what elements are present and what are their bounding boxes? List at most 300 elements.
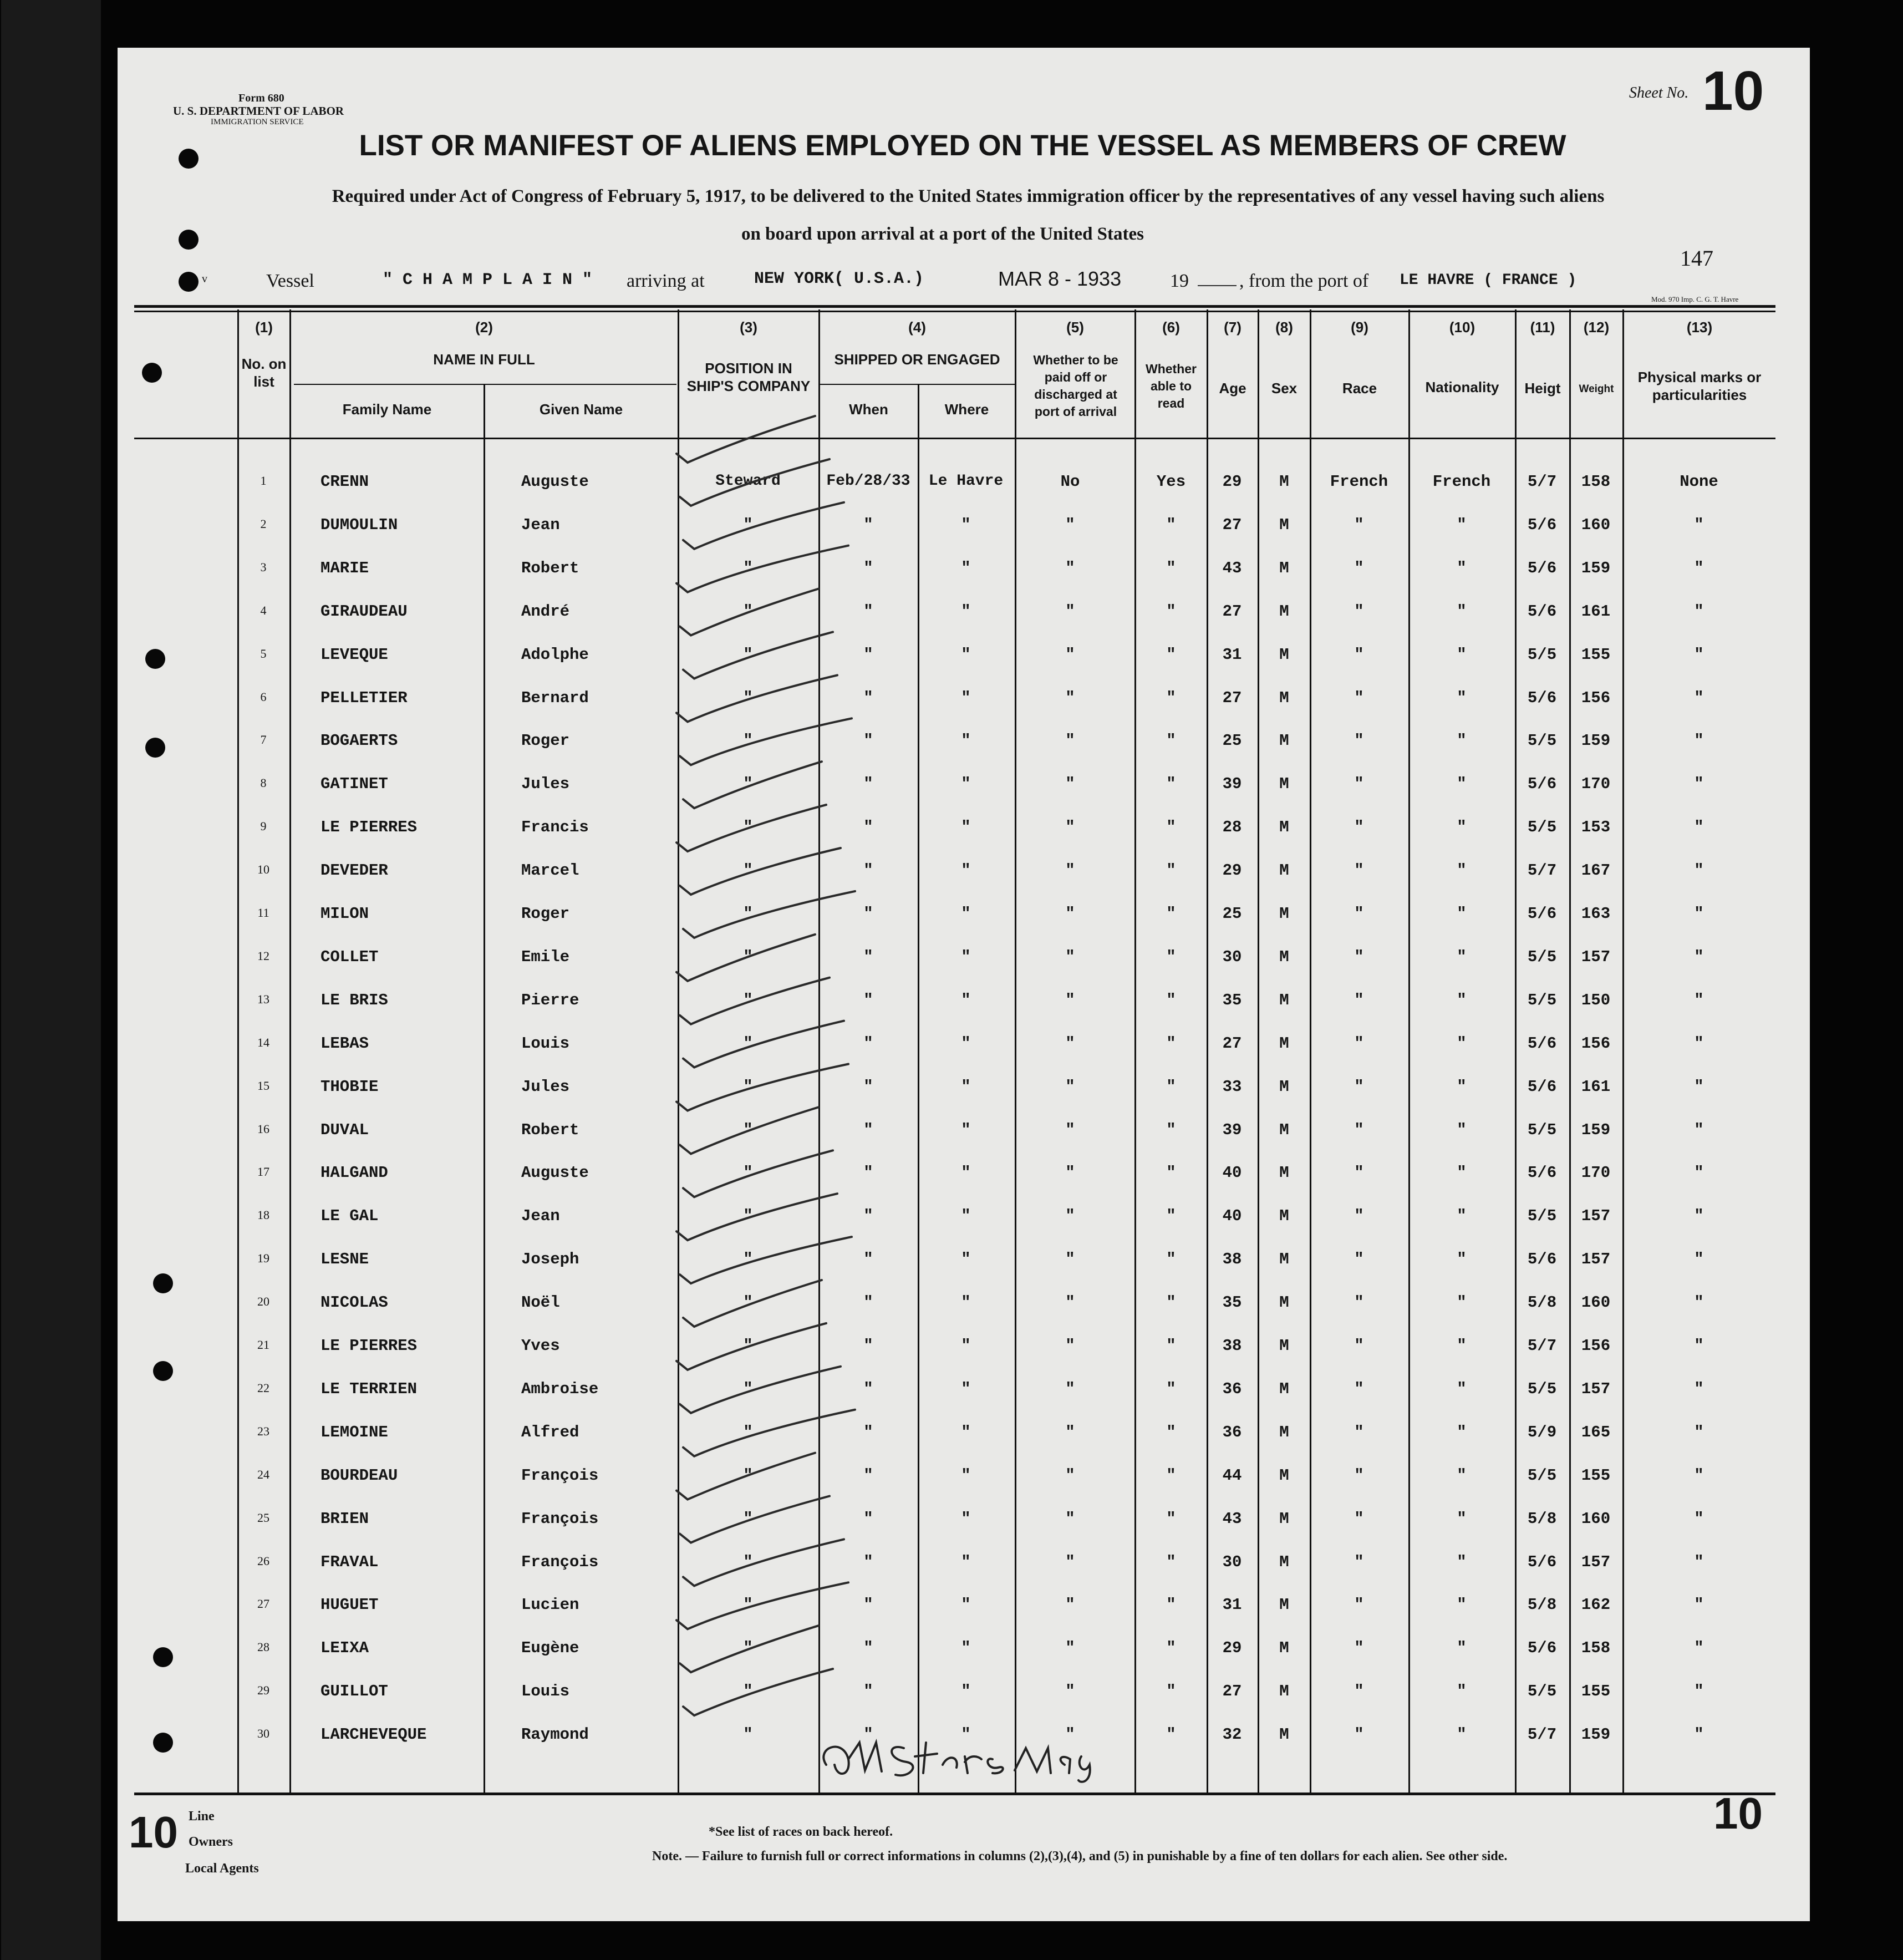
cell-where: ": [961, 1164, 971, 1182]
cell-age: 32: [1222, 1725, 1242, 1744]
cell-paid-off: ": [1065, 1250, 1075, 1268]
cell-marks: ": [1694, 818, 1704, 836]
cell-paid-off: ": [1065, 1121, 1075, 1139]
name-subrule: [294, 384, 676, 385]
cell-family: LEIXA: [320, 1639, 369, 1657]
punch-hole: [153, 1361, 173, 1381]
pencil-tick: [680, 1496, 830, 1543]
cell-sex: M: [1279, 1682, 1289, 1700]
col11-header: Heigt: [1524, 380, 1561, 397]
cell-nationality: ": [1457, 1553, 1467, 1571]
cell-family: LE TERRIEN: [320, 1380, 418, 1398]
cell-where: ": [961, 732, 971, 750]
cell-given: Noël: [521, 1293, 560, 1312]
cell-age: 27: [1222, 516, 1242, 534]
cell-family: MILON: [320, 905, 369, 923]
cell-marks: ": [1694, 1380, 1704, 1398]
cell-position: ": [743, 516, 753, 534]
col12-number: (12): [1583, 319, 1610, 336]
cell-age: 27: [1222, 1682, 1242, 1700]
cell-age: 38: [1222, 1250, 1242, 1268]
cell-read: ": [1166, 1553, 1176, 1571]
cell-marks: ": [1694, 1639, 1704, 1657]
cell-read: ": [1166, 1682, 1176, 1700]
cell-weight: 157: [1581, 1207, 1611, 1225]
cell-paid-off: ": [1065, 1725, 1075, 1744]
cell-age: 40: [1222, 1164, 1242, 1182]
col1-header: No. on list: [241, 356, 287, 390]
cell-height: 5/6: [1527, 775, 1557, 793]
cell-read: ": [1166, 516, 1176, 534]
punch-hole: [179, 230, 199, 250]
col12-header: Weight: [1579, 383, 1614, 395]
cell-when: ": [863, 991, 873, 1009]
cell-race: ": [1354, 1207, 1364, 1225]
cell-position: Steward: [715, 473, 781, 490]
cell-position: ": [743, 1682, 753, 1700]
cell-race: ": [1354, 602, 1364, 621]
cell-race: ": [1354, 991, 1364, 1009]
table-bottom-rule: [134, 1793, 1775, 1795]
cell-where: ": [961, 602, 971, 621]
cell-race: ": [1354, 1034, 1364, 1053]
cell-read: ": [1166, 1078, 1176, 1096]
col4-number: (4): [908, 319, 926, 336]
cell-sex: M: [1279, 948, 1289, 966]
cell-nationality: ": [1457, 559, 1467, 577]
cell-weight: 157: [1581, 1380, 1611, 1398]
cell-sex: M: [1279, 1121, 1289, 1139]
col5-number: (5): [1066, 319, 1084, 336]
cell-paid-off: ": [1065, 861, 1075, 880]
cell-paid-off: ": [1065, 646, 1075, 664]
cell-paid-off: ": [1065, 1164, 1075, 1182]
shipped-subrule: [820, 384, 1015, 385]
cell-where: ": [961, 1121, 971, 1139]
cell-family: GATINET: [320, 775, 388, 793]
cell-where: ": [961, 1078, 971, 1096]
cell-weight: 165: [1581, 1423, 1611, 1441]
cell-weight: 160: [1581, 1510, 1611, 1528]
cell-race: ": [1354, 1639, 1364, 1657]
cell-nationality: ": [1457, 1596, 1467, 1614]
cell-race: ": [1354, 1293, 1364, 1312]
cell-age: 36: [1222, 1380, 1242, 1398]
year-blank-line: [1198, 285, 1237, 286]
cell-weight: 155: [1581, 646, 1611, 664]
cell-given: François: [521, 1466, 599, 1485]
col8-header: Sex: [1271, 380, 1298, 397]
cell-marks: ": [1694, 1164, 1704, 1182]
cell-given: Francis: [521, 818, 589, 836]
row-number: 9: [260, 819, 267, 833]
col6-header: Whether able to read: [1146, 362, 1197, 410]
cell-paid-off: ": [1065, 1553, 1075, 1571]
cell-race: ": [1354, 516, 1364, 534]
cell-when: Feb/28/33: [826, 473, 910, 490]
cell-marks: ": [1694, 1250, 1704, 1268]
pencil-tick: [680, 1237, 852, 1283]
row-number: 14: [257, 1035, 269, 1049]
cell-age: 44: [1222, 1466, 1242, 1485]
cell-marks: ": [1694, 1337, 1704, 1355]
cell-given: Auguste: [521, 473, 589, 491]
owners-label: Owners: [189, 1835, 233, 1849]
cell-age: 29: [1222, 473, 1242, 491]
cell-sex: M: [1279, 1250, 1289, 1268]
cell-when: ": [863, 1466, 873, 1485]
footer-left-number: 10: [129, 1807, 178, 1857]
cell-race: ": [1354, 905, 1364, 923]
cell-marks: ": [1694, 1553, 1704, 1571]
cell-when: ": [863, 559, 873, 577]
cell-age: 36: [1222, 1423, 1242, 1441]
cell-family: FRAVAL: [320, 1553, 379, 1571]
row-number: 4: [260, 603, 267, 617]
cell-when: ": [863, 861, 873, 880]
cell-position: ": [743, 689, 753, 707]
cell-position: ": [743, 1510, 753, 1528]
row-number: 18: [257, 1208, 269, 1222]
cell-position: ": [743, 1164, 753, 1182]
cell-age: 30: [1222, 1553, 1242, 1571]
cell-nationality: ": [1457, 1682, 1467, 1700]
table-header-rule: [134, 438, 1775, 439]
cell-weight: 158: [1581, 473, 1611, 491]
cell-nationality: ": [1457, 1466, 1467, 1485]
cell-marks: ": [1694, 1034, 1704, 1053]
cell-where: ": [961, 1510, 971, 1528]
pencil-tick: [680, 459, 830, 506]
pencil-tick: [680, 1107, 818, 1154]
cell-weight: 158: [1581, 1639, 1611, 1657]
cell-family: DUVAL: [320, 1121, 369, 1139]
cell-sex: M: [1279, 905, 1289, 923]
from-port-label: , from the port of: [1239, 271, 1369, 291]
cell-sex: M: [1279, 818, 1289, 836]
pencil-tick: [683, 1410, 855, 1456]
print-mark: Mod. 970 Imp. C. G. T. Havre: [1651, 295, 1739, 303]
cell-weight: 161: [1581, 1078, 1611, 1096]
pencil-tick: [676, 546, 848, 592]
cell-race: ": [1354, 775, 1364, 793]
cell-given: Jules: [521, 775, 570, 793]
cell-marks: ": [1694, 775, 1704, 793]
cell-position: ": [743, 775, 753, 793]
cell-height: 5/8: [1527, 1510, 1557, 1528]
col9-number: (9): [1351, 319, 1368, 336]
cell-race: ": [1354, 689, 1364, 707]
cell-marks: ": [1694, 861, 1704, 880]
col4-when-header: When: [849, 401, 888, 418]
cell-sex: M: [1279, 1423, 1289, 1441]
cell-when: ": [863, 1207, 873, 1225]
cell-sex: M: [1279, 1466, 1289, 1485]
cell-when: ": [863, 1121, 873, 1139]
pencil-tick: [683, 1150, 833, 1197]
cell-race: ": [1354, 1725, 1364, 1744]
cell-height: 5/5: [1527, 818, 1557, 836]
cell-paid-off: ": [1065, 1639, 1075, 1657]
cell-given: Marcel: [521, 861, 579, 880]
cell-race: ": [1354, 1337, 1364, 1355]
arriving-label: arriving at: [627, 271, 705, 291]
cell-when: ": [863, 1164, 873, 1182]
cell-family: LESNE: [320, 1250, 369, 1268]
cell-given: André: [521, 602, 570, 621]
pencil-tick: [680, 848, 841, 895]
cell-when: ": [863, 1725, 873, 1744]
cell-sex: M: [1279, 1293, 1289, 1312]
cell-where: ": [961, 1466, 971, 1485]
cell-height: 5/5: [1527, 1121, 1557, 1139]
cell-read: ": [1166, 1121, 1176, 1139]
cell-position: ": [743, 732, 753, 750]
cell-age: 38: [1222, 1337, 1242, 1355]
cell-age: 31: [1222, 1596, 1242, 1614]
punch-hole: [145, 738, 165, 758]
cell-race: ": [1354, 1121, 1364, 1139]
cell-position: ": [743, 1553, 753, 1571]
row-number: 15: [257, 1079, 269, 1093]
cell-nationality: ": [1457, 861, 1467, 880]
cell-read: ": [1166, 818, 1176, 836]
pencil-check-marks: [665, 399, 920, 1741]
cell-paid-off: ": [1065, 1596, 1075, 1614]
cell-nationality: ": [1457, 1034, 1467, 1053]
cell-sex: M: [1279, 1380, 1289, 1398]
cell-where: ": [961, 905, 971, 923]
punch-hole: [153, 1273, 173, 1293]
punch-hole: [142, 363, 162, 383]
cell-where: ": [961, 559, 971, 577]
cell-age: 25: [1222, 732, 1242, 750]
row-number: 23: [257, 1424, 269, 1438]
cell-when: ": [863, 1596, 873, 1614]
sheet-number: 10: [1702, 60, 1764, 122]
cell-weight: 159: [1581, 559, 1611, 577]
cell-sex: M: [1279, 1553, 1289, 1571]
cell-read: ": [1166, 1725, 1176, 1744]
cell-age: 31: [1222, 646, 1242, 664]
cell-marks: ": [1694, 991, 1704, 1009]
cell-when: ": [863, 602, 873, 621]
cell-sex: M: [1279, 646, 1289, 664]
cell-height: 5/8: [1527, 1596, 1557, 1614]
cell-race: ": [1354, 1596, 1364, 1614]
cell-position: ": [743, 948, 753, 966]
cell-position: ": [743, 1250, 753, 1268]
cell-height: 5/6: [1527, 1553, 1557, 1571]
punch-hole: [153, 1733, 173, 1753]
cell-given: Ambroise: [521, 1380, 599, 1398]
cell-family: NICOLAS: [320, 1293, 388, 1312]
pencil-tick: [680, 978, 830, 1024]
cell-read: ": [1166, 559, 1176, 577]
cell-paid-off: ": [1065, 602, 1075, 621]
cell-marks: ": [1694, 1207, 1704, 1225]
cell-given: Roger: [521, 905, 570, 923]
cell-paid-off: ": [1065, 775, 1075, 793]
cell-given: Bernard: [521, 689, 589, 707]
cell-position: ": [743, 1207, 753, 1225]
cell-sex: M: [1279, 991, 1289, 1009]
pencil-tick: [676, 675, 837, 722]
cell-family: THOBIE: [320, 1078, 379, 1096]
cell-weight: 163: [1581, 905, 1611, 923]
cell-marks: None: [1680, 473, 1718, 491]
penalty-note: Note. — Failure to furnish full or correct informations in columns (2),(3),(4), and (5) in punishable by a fine of ten dollars for each alien. See other side.: [652, 1849, 1508, 1863]
cell-when: ": [863, 516, 873, 534]
pencil-tick: [676, 1064, 848, 1111]
pencil-tick: [676, 1582, 848, 1629]
row-number: 21: [257, 1338, 269, 1352]
cell-paid-off: ": [1065, 559, 1075, 577]
col10-header: Nationality: [1425, 379, 1499, 395]
cell-paid-off: ": [1065, 1293, 1075, 1312]
cell-marks: ": [1694, 1466, 1704, 1485]
row-number: 29: [257, 1683, 269, 1697]
cell-family: LEBAS: [320, 1034, 369, 1053]
cell-when: ": [863, 1380, 873, 1398]
cell-given: Robert: [521, 1121, 579, 1139]
cell-family: LE PIERRES: [320, 1337, 418, 1355]
col3-number: (3): [740, 319, 757, 336]
cell-age: 27: [1222, 1034, 1242, 1053]
cell-age: 33: [1222, 1078, 1242, 1096]
cell-sex: M: [1279, 732, 1289, 750]
cell-weight: 155: [1581, 1682, 1611, 1700]
cell-position: ": [743, 602, 753, 621]
cell-weight: 156: [1581, 689, 1611, 707]
form-number: Form 680: [238, 92, 284, 104]
col2-given-header: Given Name: [539, 401, 623, 418]
cell-height: 5/6: [1527, 516, 1557, 534]
cell-weight: 153: [1581, 818, 1611, 836]
row-number: 1: [260, 474, 267, 488]
cell-where: ": [961, 516, 971, 534]
cell-nationality: French: [1432, 473, 1491, 491]
cell-read: ": [1166, 1034, 1176, 1053]
pencil-tick: [680, 1626, 818, 1672]
col13-header: Physical marks or particularities: [1637, 369, 1762, 403]
col-divider: [289, 309, 291, 1794]
cell-given: Auguste: [521, 1164, 589, 1182]
department-name: U. S. DEPARTMENT OF LABOR: [173, 104, 344, 118]
cell-where: ": [961, 948, 971, 966]
cell-height: 5/5: [1527, 948, 1557, 966]
cell-position: ": [743, 991, 753, 1009]
cell-nationality: ": [1457, 1380, 1467, 1398]
cell-paid-off: ": [1065, 991, 1075, 1009]
row-number: 19: [257, 1251, 269, 1265]
cell-marks: ": [1694, 1682, 1704, 1700]
cell-position: ": [743, 1078, 753, 1096]
cell-height: 5/6: [1527, 1250, 1557, 1268]
cell-position: ": [743, 861, 753, 880]
cell-nationality: ": [1457, 948, 1467, 966]
cell-paid-off: ": [1065, 1078, 1075, 1096]
cell-nationality: ": [1457, 905, 1467, 923]
col3-header: POSITION IN SHIP'S COMPANY: [686, 360, 811, 394]
cell-family: LARCHEVEQUE: [320, 1725, 427, 1744]
cell-given: Roger: [521, 732, 570, 750]
cell-position: ": [743, 1337, 753, 1355]
cell-race: ": [1354, 646, 1364, 664]
pencil-tick: [680, 1367, 841, 1413]
cell-read: ": [1166, 905, 1176, 923]
col4-where-header: Where: [944, 401, 989, 418]
cell-paid-off: ": [1065, 818, 1075, 836]
cell-paid-off: ": [1065, 732, 1075, 750]
cell-sex: M: [1279, 689, 1289, 707]
cell-nationality: ": [1457, 1423, 1467, 1441]
cell-height: 5/6: [1527, 602, 1557, 621]
cell-height: 5/7: [1527, 473, 1557, 491]
cell-height: 5/7: [1527, 861, 1557, 880]
cell-paid-off: ": [1065, 1337, 1075, 1355]
col4-header: SHIPPED OR ENGAGED: [834, 351, 1000, 368]
cell-given: Lucien: [521, 1596, 579, 1614]
cell-read: ": [1166, 1207, 1176, 1225]
local-agents-label: Local Agents: [185, 1861, 259, 1876]
cell-family: COLLET: [320, 948, 379, 966]
cell-when: ": [863, 905, 873, 923]
row-number: 13: [257, 992, 269, 1006]
cell-where: ": [961, 991, 971, 1009]
cell-where: ": [961, 1034, 971, 1053]
pencil-tick: [680, 718, 852, 765]
vessel-label: Vessel: [266, 271, 314, 291]
cell-race: ": [1354, 1553, 1364, 1571]
pencil-tick: [683, 502, 844, 549]
cell-read: ": [1166, 1337, 1176, 1355]
pencil-tick: [683, 632, 833, 679]
cell-paid-off: No: [1060, 473, 1080, 491]
cell-weight: 170: [1581, 1164, 1611, 1182]
cell-given: François: [521, 1553, 599, 1571]
cell-marks: ": [1694, 516, 1704, 534]
cell-read: ": [1166, 1380, 1176, 1398]
cell-height: 5/7: [1527, 1725, 1557, 1744]
cell-where: ": [961, 1596, 971, 1614]
check-mark: v: [202, 273, 207, 285]
cell-family: PELLETIER: [320, 689, 408, 707]
cell-where: ": [961, 1682, 971, 1700]
pencil-tick: [683, 1021, 844, 1068]
cell-position: ": [743, 1466, 753, 1485]
cell-read: ": [1166, 1510, 1176, 1528]
cell-family: HALGAND: [320, 1164, 388, 1182]
cell-read: ": [1166, 1164, 1176, 1182]
row-number: 27: [257, 1597, 269, 1611]
cell-nationality: ": [1457, 1725, 1467, 1744]
cell-given: Eugène: [521, 1639, 579, 1657]
row-number: 8: [260, 776, 267, 790]
pencil-tick: [680, 589, 818, 636]
cell-where: ": [961, 818, 971, 836]
cell-when: ": [863, 948, 873, 966]
cell-age: 25: [1222, 905, 1242, 923]
cell-weight: 157: [1581, 948, 1611, 966]
cell-position: ": [743, 905, 753, 923]
cell-age: 30: [1222, 948, 1242, 966]
year-label: 19: [1170, 271, 1189, 291]
col2-header: NAME IN FULL: [433, 351, 535, 368]
row-number: 11: [257, 906, 269, 920]
cell-read: ": [1166, 1639, 1176, 1657]
cell-given: Jean: [521, 516, 560, 534]
